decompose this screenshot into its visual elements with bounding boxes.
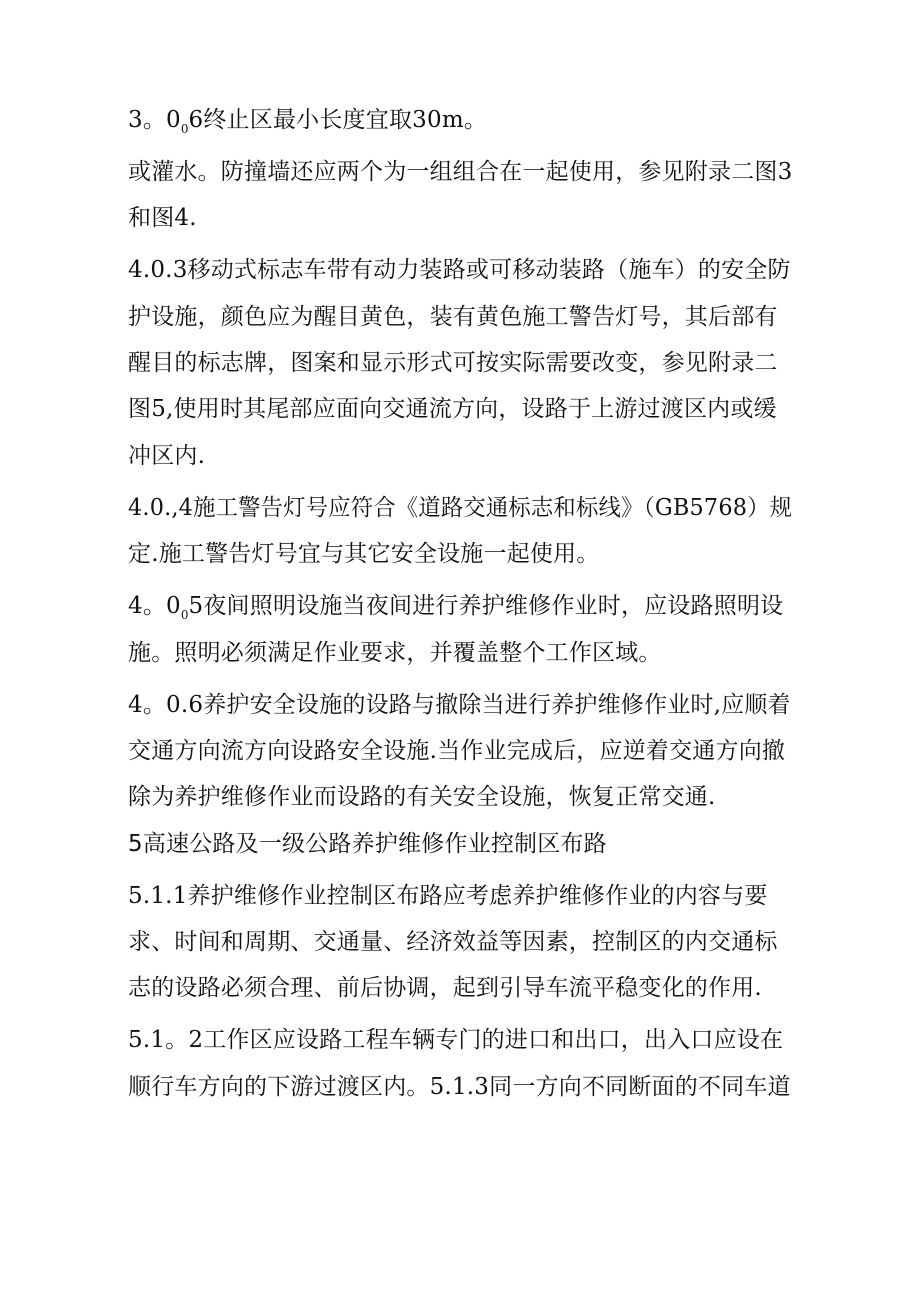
text-line: 5.1。2工作区应设路工程车辆专门的进口和出口，出入口应设在 <box>128 1027 784 1053</box>
subscript: 0 <box>180 122 189 136</box>
text-line: 5.1.1养护维修作业控制区布路应考虑养护维修作业的内容与要 <box>128 883 768 909</box>
text-line: 醒目的标志牌，图案和显示形式可按实际需要改变，参见附录二 <box>128 350 778 376</box>
text-line: 和图4. <box>128 205 197 231</box>
text-line: 冲区内. <box>128 443 206 469</box>
text-line: 志的设路必须合理、前后协调，起到引导车流平稳变化的作用. <box>128 975 762 1001</box>
text-line: 或灌水。防撞墙还应两个为一组组合在一起使用，参见附录二图3 <box>128 159 793 185</box>
text-line: 除为养护维修作业而设路的有关安全设施，恢复正常交通. <box>128 784 716 810</box>
text-line: 施。照明必须满足作业要求，并覆盖整个工作区域。 <box>128 640 662 666</box>
subscript: 0 <box>180 608 189 622</box>
text-line: 护设施，颜色应为醒目黄色，装有黄色施工警告灯号，其后部有 <box>128 304 778 330</box>
text-line <box>128 591 783 630</box>
line-suffix: 5夜间照明设施当夜间进行养护维修作业时，应设路照明设 <box>188 593 784 619</box>
section-heading: 5高速公路及一级公路养护维修作业控制区布路 <box>128 831 607 857</box>
text-line: 顺行车方向的下游过渡区内。5.1.3同一方向不同断面的不同车道 <box>128 1074 791 1100</box>
text-line: 求、时间和周期、交通量、经济效益等因素，控制区的内交通标 <box>128 929 778 955</box>
line-prefix: 4。0 <box>128 593 181 619</box>
text-line: 交通方向流方向设路安全设施.当作业完成后，应逆着交通方向撤 <box>128 738 786 764</box>
text-line: 定.施工警告灯号宜与其它安全设施一起使用。 <box>128 541 600 567</box>
line-prefix: 3。0 <box>128 107 181 133</box>
text-line: 图5,使用时其尾部应面向交通流方向，设路于上游过渡区内或缓 <box>128 396 777 422</box>
text-line: 4.0.3移动式标志车带有动力装路或可移动装路（施车）的安全防 <box>128 257 791 283</box>
line-suffix: 6终止区最小长度宜取30m。 <box>188 107 488 133</box>
text-line: 4。0.6养护安全设施的设路与撤除当进行养护维修作业时,应顺着 <box>128 692 791 718</box>
text-line: 4.0.,4施工警告灯号应符合《道路交通标志和标线》（GB5768）规 <box>128 495 793 521</box>
text-line <box>128 105 487 144</box>
